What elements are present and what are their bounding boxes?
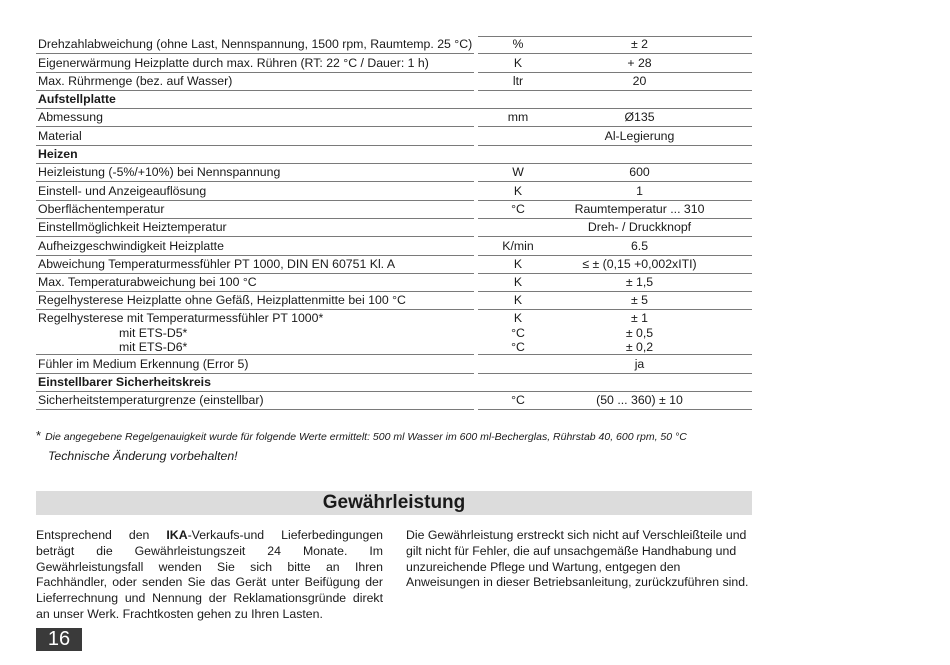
value-cell [527,310,752,355]
section-label: Einstellbarer Sicherheitskreis [38,375,211,390]
footnote [36,428,687,443]
value-label: ± 2 [630,37,648,52]
param-cell [36,237,474,255]
section-label: Aufstellplatte [38,92,116,107]
param-cell [36,164,474,182]
value-cell [527,127,752,145]
table-row [36,392,752,410]
value-label: Dreh- / Druckknopf [587,220,692,235]
unit-label: K [513,293,523,308]
value-label: (50 ... 360) ± 10 [596,393,683,408]
param-cell [36,392,474,410]
table-section-header [36,374,752,392]
param-label: Sicherheitstemperaturgrenze (einstellbar) [38,393,264,408]
param-label: Aufheizgeschwindigkeit Heizplatte [38,238,224,253]
value-label: 600 [629,165,650,180]
param-label: Max. Rührmenge (bez. auf Wasser) [38,73,233,88]
table-section-header [36,91,752,109]
param-cell [36,219,474,237]
unit-label: % [512,37,524,52]
param-label: Max. Temperaturabweichung bei 100 °C [38,275,257,290]
table-row [36,164,752,182]
value-cell [527,292,752,310]
value-label: ± 1,5 [625,275,654,290]
param-cell [36,182,474,200]
param-label: Regelhysterese Heizplatte ohne Gefäß, Heizplattenmitte bei 100 °C [38,293,406,308]
value-label: Al-Legierung [604,128,675,143]
param-cell [36,310,474,355]
unit-label: ltr [512,73,524,88]
section-header [36,491,752,515]
page-number: 16 [36,628,82,651]
footnote-text: Die angegebene Regelgenauigkeit wurde für folgende Werte ermittelt: 500 ml Wasser im 600 ml-Becherglas, Rührstab 40, 600 rpm, 50 °C [45,431,687,443]
section-cell [36,374,752,392]
param-label: Abmessung [38,110,103,125]
value-cell [527,73,752,91]
value-label: ± 0,2 [625,340,654,355]
table-row [36,237,752,255]
warranty-left-paragraph [36,528,383,623]
section-title: Gewährleistung [322,492,466,513]
table-section-header [36,146,752,164]
param-cell [36,54,474,72]
value-cell [527,201,752,219]
table-row [36,54,752,72]
value-cell [527,355,752,373]
table-row [36,36,752,54]
value-cell [527,182,752,200]
param-label: Eigenerwärmung Heizplatte durch max. Rühren (RT: 22 °C / Dauer: 1 h) [38,55,429,70]
unit-label: mm [507,110,529,125]
unit-label: K [513,275,523,290]
table-row [36,201,752,219]
value-cell [527,274,752,292]
unit-label: W [512,165,524,180]
value-label: ± 5 [630,293,648,308]
param-label: Drehzahlabweichung (ohne Last, Nennspannung, 1500 rpm, Raumtemp. 25 °C) [38,37,473,52]
table-row [36,310,752,355]
value-label: 20 [632,73,647,88]
warranty-right-paragraph: Die Gewährleistung erstreckt sich nicht auf Verschleißteile und gilt nicht für Fehler, die auf unsachgemäße Handhabung und unzureichende Pflege und Wartung, entgegen den Anweisungen in dieser Betriebsanleitung, zurückzuführen sind. [406,528,749,590]
value-cell [527,392,752,410]
table-row [36,274,752,292]
param-label: Heizleistung (-5%/+10%) bei Nennspannung [38,165,281,180]
unit-label: °C [511,393,525,408]
warranty-text-start: Entsprechend den [36,528,167,542]
value-label: ± 0,5 [625,325,654,340]
param-label: Fühler im Medium Erkennung (Error 5) [38,356,249,371]
value-cell [527,256,752,274]
value-cell [527,219,752,237]
section-cell [36,91,752,109]
table-row [36,127,752,145]
table-row [36,355,752,373]
param-label: Abweichung Temperaturmessfühler PT 1000, DIN EN 60751 Kl. A [38,256,396,271]
param-sublabel: mit ETS-D6* [119,340,188,355]
section-label: Heizen [38,147,78,162]
table-row [36,219,752,237]
unit-label: °C [511,201,525,216]
param-label: Oberflächentemperatur [38,201,165,216]
spec-table [36,36,752,410]
param-cell [36,109,474,127]
param-cell [36,355,474,373]
param-cell [36,201,474,219]
unit-label: K [513,183,523,198]
value-cell [527,237,752,255]
table-row [36,182,752,200]
value-cell [527,164,752,182]
value-label: 6.5 [630,238,649,253]
unit-label: K [513,256,523,271]
table-row [36,109,752,127]
changes-note: Technische Änderung vorbehalten! [48,449,238,463]
brand-name: IKA [166,528,188,542]
unit-label: °C [511,340,525,355]
value-label: + 28 [627,55,652,70]
param-sublabel: mit ETS-D5* [119,325,188,340]
value-label: ≤ ± (0,15 +0,002xITI) [582,256,697,271]
param-label: Material [38,128,82,143]
value-label: Raumtemperatur ... 310 [574,201,705,216]
unit-label: K [513,311,523,326]
param-cell [36,256,474,274]
table-row [36,256,752,274]
unit-label: °C [511,325,525,340]
section-cell [36,146,752,164]
value-cell [527,109,752,127]
unit-label: K/min [502,238,534,253]
unit-label: K [513,55,523,70]
param-label: Regelhysterese mit Temperaturmessfühler PT 1000* [38,311,324,326]
param-label: Einstellmöglichkeit Heiztemperatur [38,220,227,235]
param-cell [36,292,474,310]
value-label: ja [634,356,645,371]
param-cell [36,274,474,292]
value-label: 1 [636,183,643,198]
table-row [36,292,752,310]
table-row [36,73,752,91]
value-cell [527,54,752,72]
param-cell [36,73,474,91]
param-label: Einstell- und Anzeigeauflösung [38,183,207,198]
param-cell [36,127,474,145]
footnote-star: * [36,428,42,443]
value-cell [527,36,752,54]
warranty-text-rest: -Verkaufs-und Lieferbedingungen beträgt die Gewährleistungszeit 24 Monate. Im Gewährleistungsfall wenden Sie sich bitte an Ihren Fachhändler, oder senden Sie das Gerät unter Beifügung der Lieferrechnung und Nennung der Reklamationsgründe direkt an unser Werk. Frachtkosten gehen zu Ihren Lasten. [36,528,384,621]
value-label: Ø135 [624,110,655,125]
param-cell [36,36,474,54]
value-label: ± 1 [630,311,648,326]
